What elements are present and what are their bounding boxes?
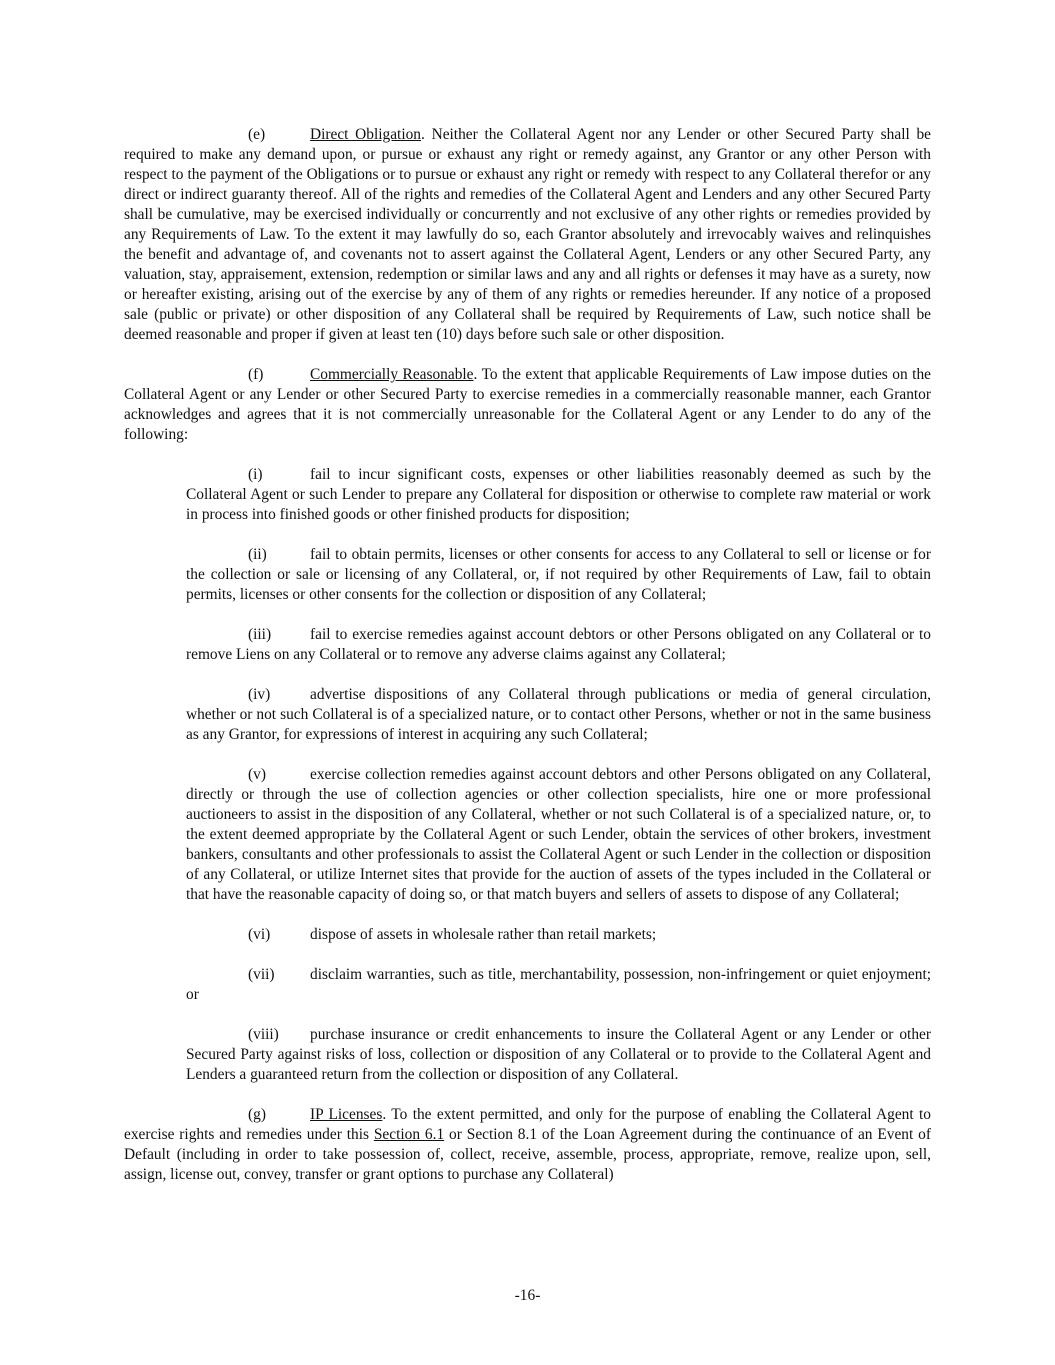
paragraph-heading: Direct Obligation bbox=[310, 126, 422, 143]
subitem-text: advertise dispositions of any Collateral through publications or media of general circulation, whether or not such Collateral is of a specialized nature, or to contact other Persons, whether or not in the same business as any Grantor, for expressions of interest in acquiring any such Collateral; bbox=[186, 686, 931, 743]
subitem-text: fail to obtain permits, licenses or other consents for access to any Collateral to sell or license or for the collection or sale or licensing of any Collateral, or, if not required by other Requirements of Law, fail to obtain permits, licenses or other consents for the collection or disposition of any Collateral; bbox=[186, 546, 931, 603]
paragraph-heading: Commercially Reasonable bbox=[310, 366, 474, 383]
subitem-vi bbox=[186, 925, 931, 945]
subitem-v bbox=[186, 765, 931, 905]
subitem-number: (iii) bbox=[248, 626, 272, 643]
subitem-i bbox=[186, 465, 931, 525]
subitem-viii bbox=[186, 1025, 931, 1085]
subitem-iv bbox=[186, 685, 931, 745]
subitem-text: fail to incur significant costs, expenses or other liabilities reasonably deemed as such by the Collateral Agent or such Lender to prepare any Collateral for disposition or otherwise to complete raw material or work in process into finished goods or other finished products for disposition; bbox=[186, 466, 931, 523]
paragraph-text: . To the extent that applicable Requirements of Law impose duties on the Collateral Agent or any Lender or other Secured Party to exercise remedies in a commercially reasonable manner, each Grantor acknowledges and agrees that it is not commercially unreasonable for the Collateral Agent or any Lender to do any of the following: bbox=[124, 366, 931, 443]
subitem-vii bbox=[186, 965, 931, 1005]
paragraph-g bbox=[124, 1105, 931, 1185]
subitem-text: fail to exercise remedies against account debtors or other Persons obligated on any Collateral or to remove Liens on any Collateral or to remove any adverse claims against any Collateral; bbox=[186, 626, 931, 663]
subitem-text: purchase insurance or credit enhancements to insure the Collateral Agent or any Lender or other Secured Party against risks of loss, collection or disposition of any Collateral or to provide to the Collateral Agent and Lenders a guaranteed return from the collection or disposition of any Collateral. bbox=[186, 1026, 931, 1083]
paragraph-text-continued: or Section 8.1 of the Loan Agreement during the continuance of an Event of Default (including in order to take possession of, collect, receive, assemble, process, appropriate, remove, realize upon, sell, assign, license out, convey, transfer or grant options to purchase any Collateral) bbox=[124, 1126, 931, 1183]
subitem-number: (viii) bbox=[248, 1026, 279, 1043]
page-number: -16- bbox=[514, 1287, 541, 1304]
subitem-text: disclaim warranties, such as title, merchantability, possession, non-infringement or quiet enjoyment; or bbox=[186, 966, 931, 1003]
subitem-number: (vi) bbox=[248, 926, 271, 943]
subitem-number: (i) bbox=[248, 466, 263, 483]
subitem-number: (iv) bbox=[248, 686, 271, 703]
subitem-number: (v) bbox=[248, 766, 266, 783]
subitem-text: dispose of assets in wholesale rather than retail markets; bbox=[310, 926, 657, 943]
subitem-ii bbox=[186, 545, 931, 605]
subitem-text: exercise collection remedies against account debtors and other Persons obligated on any Collateral, directly or through the use of collection agencies or other collection specialists, hire one or more professional auctioneers to assist in the disposition of any Collateral, whether or not such Collateral is of a specialized nature, or, to the extent deemed appropriate by the Collateral Agent or such Lender, obtain the services of other brokers, investment bankers, consultants and other professionals to assist the Collateral Agent or such Lender in the collection or disposition of any Collateral, or utilize Internet sites that provide for the auction of assets of the types included in the Collateral or that have the reasonable capacity of doing so, or that match buyers and sellers of assets to dispose of any Collateral; bbox=[186, 766, 931, 903]
paragraph-heading: IP Licenses bbox=[310, 1106, 383, 1123]
paragraph-text: . To the extent permitted, and only for the purpose of enabling the Collateral Agent to exercise rights and remedies under this bbox=[124, 1106, 931, 1143]
subitem-number: (ii) bbox=[248, 546, 267, 563]
paragraph-number: (e) bbox=[248, 126, 266, 143]
paragraph-f bbox=[124, 365, 931, 445]
paragraph-number: (f) bbox=[248, 366, 264, 383]
paragraph-e bbox=[124, 125, 931, 345]
subitem-iii bbox=[186, 625, 931, 665]
document-page bbox=[124, 125, 931, 1205]
paragraph-number: (g) bbox=[248, 1106, 266, 1123]
paragraph-text: . Neither the Collateral Agent nor any Lender or other Secured Party shall be required to make any demand upon, or pursue or exhaust any right or remedy against, any Grantor or any other Person with respect to the payment of the Obligations or to pursue or exhaust any right or remedy with respect to any Collateral therefor or any direct or indirect guaranty thereof. All of the rights and remedies of the Collateral Agent and Lenders and any other Secured Party shall be cumulative, may be exercised individually or concurrently and not exclusive of any other rights or remedies provided by any Requirements of Law. To the extent it may lawfully do so, each Grantor absolutely and irrevocably waives and relinquishes the benefit and advantage of, and covenants not to assert against the Collateral Agent, Lenders or any other Secured Party, any valuation, stay, appraisement, extension, redemption or similar laws and any and all rights or defenses it may have as a surety, now or hereafter existing, arising out of the exercise by any of them of any rights or remedies hereunder. If any notice of a proposed sale (public or private) or other disposition of any Collateral shall be required by Requirements of Law, such notice shall be deemed reasonable and proper if given at least ten (10) days before such sale or other disposition. bbox=[124, 126, 931, 343]
section-reference: Section 6.1 bbox=[373, 1126, 445, 1143]
subitem-number: (vii) bbox=[248, 966, 275, 983]
